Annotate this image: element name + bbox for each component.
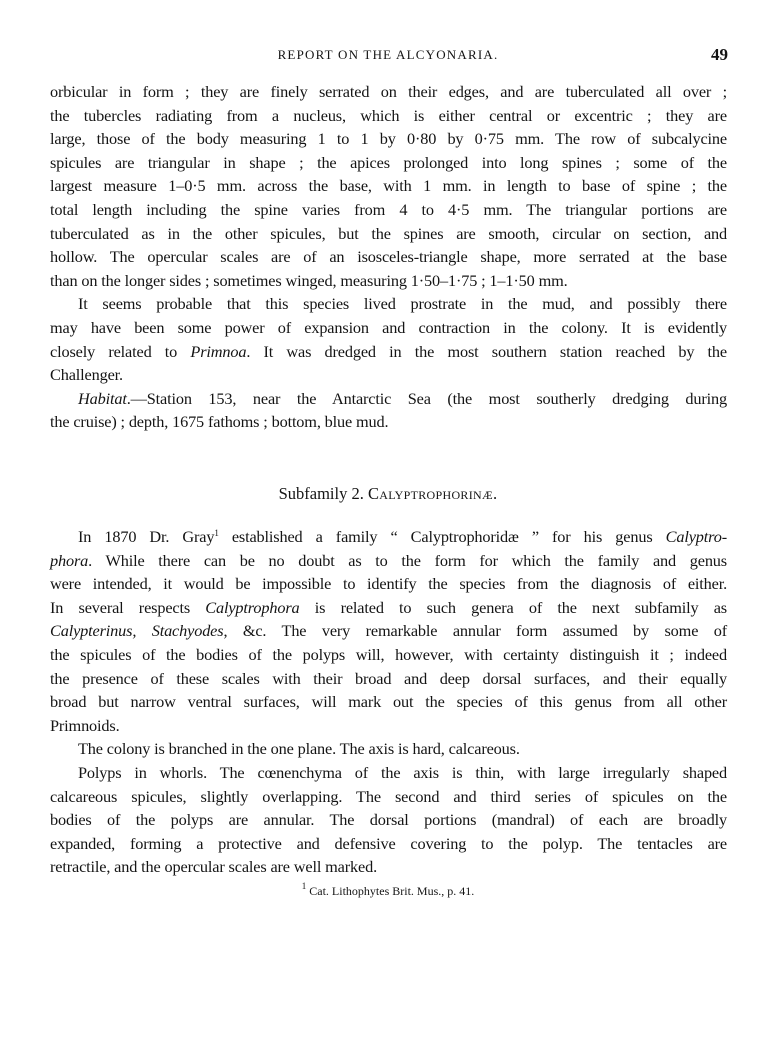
text-segment: calcareous spicules, slightly overlapping. The second and third series of spicules on the [50,786,727,806]
text-line [50,832,727,856]
text-segment: established a family “ Calyptrophoridæ ” for his genus [218,527,666,546]
text-line [50,572,727,596]
text-segment: bodies of the polyps are annular. The dorsal portions (mandral) of each are broadly [50,810,727,830]
text-segment: retractile, and the opercular scales are well marked. [50,857,377,877]
text-segment: hollow. The opercular scales are of an isosceles-triangle shape, more serrated at the base [50,247,727,267]
text-segment: than on the longer sides ; sometimes winged, measuring 1·50–1·75 ; 1–1·50 mm. [50,270,568,290]
italic-text: Calyptro- [665,527,727,546]
text-segment: the spicules of the bodies of the polyps will, however, with certainty distinguish it ; indeed [50,644,727,664]
text-line [50,363,727,387]
text-segment: , &c. The very remarkable annular form assumed by some of [223,621,727,641]
italic-text: Habitat [78,388,127,408]
text-segment: the cruise) ; depth, 1675 fathoms ; bottom, blue mud. [50,412,389,432]
text-segment: closely related to [50,341,191,361]
text-line [50,643,727,667]
italic-text: Calypterinus, Stachyodes [50,621,224,641]
text-segment: orbicular in form ; they are finely serrated on their edges, and are tuberculated all over ; [50,82,727,101]
text-line [50,596,727,620]
text-segment: were intended, it would be impossible to identify the species from the diagnosis of either. [50,574,727,594]
text-line [50,127,727,151]
text-line [50,222,727,246]
italic-text: phora [50,550,89,570]
text-line [50,410,727,434]
text-line [50,785,727,809]
text-segment: tuberculated as in the other spicules, but the spines are smooth, circular on section, and [50,223,727,243]
text-segment: largest measure 1–0·5 mm. across the base, with 1 mm. in length to base of spine ; the [50,176,727,196]
text-segment: Polyps in whorls. The cœnenchyma of the axis is thin, with large irregularly shaped [78,762,727,782]
text-segment: large, those of the body measuring 1 to 1 by 0·80 by 0·75 mm. The row of subcalycine [50,129,727,149]
text-line [50,245,727,269]
subfamily-prefix: Subfamily 2. [278,484,368,503]
text-line [50,808,727,832]
footnote [0,881,776,899]
text-segment: Primnoids. [50,715,120,735]
text-line [50,549,727,573]
text-segment: the presence of these scales with their broad and deep dorsal surfaces, and their equally [50,668,727,688]
text-line [50,737,727,761]
text-segment: the tubercles radiating from a nucleus, which is either central or excentric ; they are [50,105,727,125]
text-segment: It seems probable that this species lived prostrate in the mud, and possibly there [78,294,727,314]
text-segment: The colony is branched in the one plane. The axis is hard, calcareous. [78,739,520,759]
italic-text: Primnoa [190,341,247,361]
text-segment: is related to such genera of the next subfamily as [299,597,727,617]
text-line [50,104,727,128]
text-line [50,292,727,316]
text-segment: spicules are triangular in shape ; the apices prolonged into long spines ; some of the [50,152,727,172]
subfamily-heading [0,484,776,504]
italic-text: Calyptrophora [205,597,300,617]
running-title: REPORT ON THE ALCYONARIA. [277,47,499,62]
text-line [50,80,727,104]
footnote-reference: 1 [214,528,219,538]
text-segment: total length including the spine varies from 4 to 4·5 mm. The triangular portions are [50,199,727,219]
text-line [50,525,727,549]
text-segment: In 1870 Dr. Gray [78,527,215,546]
text-line [50,387,727,411]
text-line [50,855,727,879]
text-line [50,714,727,738]
text-line [50,174,727,198]
text-segment: .—Station 153, near the Antarctic Sea (the most southerly dredging during [126,388,727,408]
footnote-mark: 1 [301,881,307,891]
footnote-text: Cat. Lithophytes Brit. Mus., p. 41. [306,884,475,898]
subfamily-name: Calyptrophorinæ. [367,484,498,503]
text-line [50,690,727,714]
text-segment: expanded, forming a protective and defensive covering to the polyp. The tentacles are [50,833,727,853]
text-segment: broad but narrow ventral surfaces, will mark out the species of this genus from all other [50,692,727,712]
text-segment: Challenger. [50,365,123,385]
text-segment: . While there can be no doubt as to the form for which the family and genus [88,550,727,570]
subfamily-description-text [50,525,727,879]
text-segment: . It was dredged in the most southern station reached by the [246,341,727,361]
text-line [50,761,727,785]
text-segment: may have been some power of expansion and contraction in the colony. It is evidently [50,317,727,337]
text-line [50,667,727,691]
text-line [50,151,727,175]
text-line [50,269,727,293]
species-description-text [50,80,727,434]
text-line [50,198,727,222]
text-line [50,316,727,340]
text-segment: In several respects [50,597,206,617]
text-line [50,619,727,643]
page-number: 49 [711,45,728,64]
text-line [50,340,727,364]
